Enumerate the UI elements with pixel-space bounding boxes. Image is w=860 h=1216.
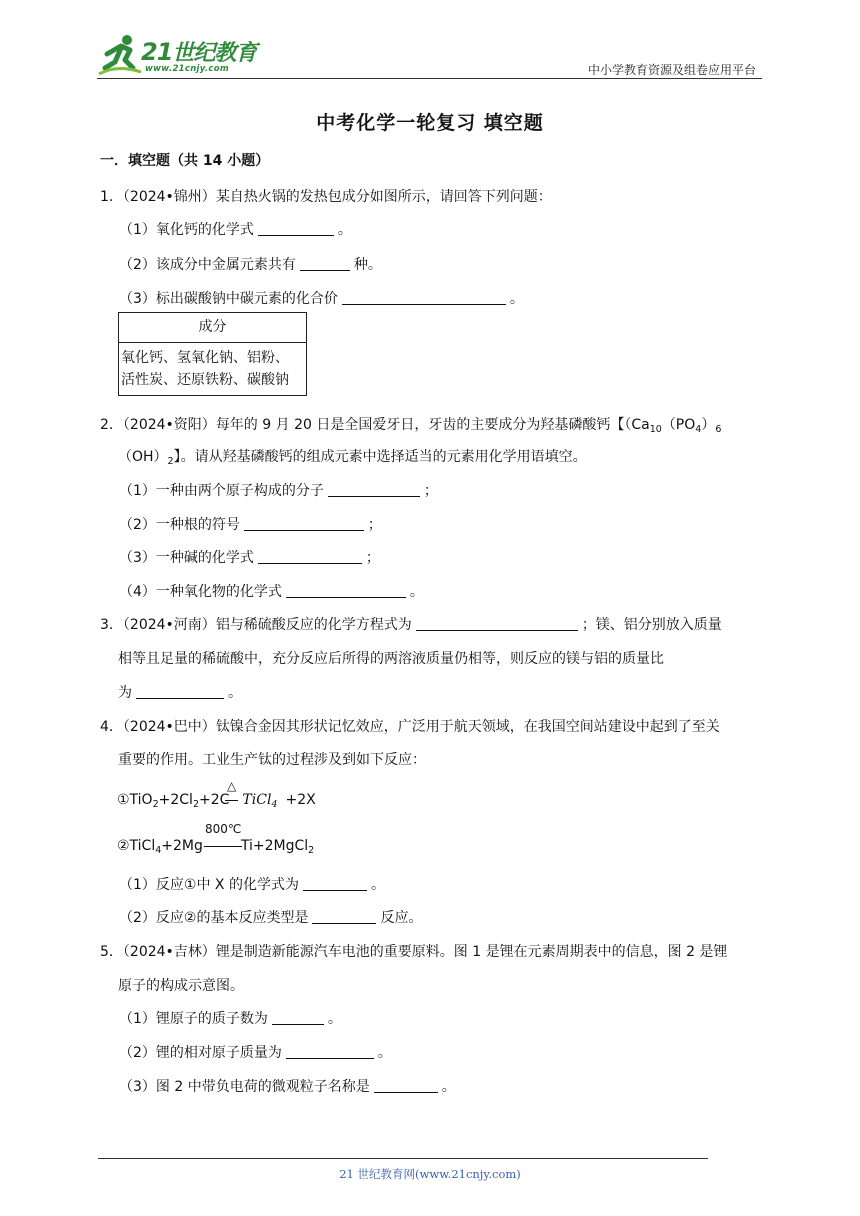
site-logo[interactable] bbox=[97, 34, 257, 78]
table-cell-line: 氧化钙、氢氧化钠、铝粉、 bbox=[121, 350, 289, 366]
question-1-part-3: （3）标出碳酸钠中碳元素的化合价 。 bbox=[119, 291, 524, 307]
footer-divider bbox=[98, 1158, 708, 1159]
logo-wordmark: 21世纪教育 bbox=[141, 38, 257, 66]
answer-blank[interactable] bbox=[300, 256, 350, 271]
question-1-stem: 1．（2024•锦州）某自热火锅的发热包成分如图所示，请回答下列问题： bbox=[100, 189, 552, 205]
question-1-part-1: （1）氧化钙的化学式 。 bbox=[119, 222, 352, 238]
page-title: 中考化学一轮复习 填空题 bbox=[316, 112, 544, 134]
header-divider bbox=[97, 78, 762, 79]
question-5-part-1: （1）锂原子的质子数为 。 bbox=[119, 1011, 342, 1027]
page-header bbox=[97, 30, 762, 78]
answer-blank[interactable] bbox=[374, 1078, 438, 1093]
question-2-part-2: （2）一种根的符号 ； bbox=[119, 517, 382, 533]
answer-blank[interactable] bbox=[286, 1044, 374, 1059]
answer-blank[interactable] bbox=[342, 290, 506, 305]
header-tagline: 中小学教育资源及组卷应用平台 bbox=[587, 63, 756, 77]
answer-blank[interactable] bbox=[244, 516, 364, 531]
heat-condition-icon: △ bbox=[227, 779, 237, 793]
reaction-arrow bbox=[204, 846, 242, 847]
temperature-condition: 800℃ bbox=[205, 822, 242, 836]
runner-logo-icon bbox=[97, 34, 143, 78]
answer-blank[interactable] bbox=[312, 909, 376, 924]
question-3-stem-cont: 相等且足量的稀硫酸中，充分反应后所得的两溶液质量仍相等，则反应的镁与铝的质量比 bbox=[118, 651, 664, 667]
question-2-part-3: （3）一种碱的化学式 ； bbox=[119, 550, 380, 566]
equation-2: ②TiCl$_4$+2Mg Ti+2MgCl$_2$ bbox=[117, 838, 315, 856]
table-cell bbox=[119, 343, 306, 395]
question-5-part-2: （2）锂的相对原子质量为 。 bbox=[119, 1045, 392, 1061]
question-4-stem-cont: 重要的作用。工业生产钛的过程涉及到如下反应： bbox=[118, 752, 426, 768]
question-1-part-2: （2）该成分中金属元素共有 种。 bbox=[119, 257, 382, 273]
answer-blank[interactable] bbox=[272, 1010, 324, 1025]
question-2-part-1: （1）一种由两个原子构成的分子 ； bbox=[119, 483, 438, 499]
table-header: 成分 bbox=[119, 313, 306, 343]
question-5-stem: 5．（2024•吉林）锂是制造新能源汽车电池的重要原料。图 1 是锂在元素周期表中的信息，图 2 是锂 bbox=[100, 944, 728, 960]
question-4-stem: 4．（2024•巴中）钛镍合金因其形状记忆效应，广泛用于航天领域，在我国空间站建设中起到了至关 bbox=[100, 719, 720, 735]
answer-blank[interactable] bbox=[136, 684, 224, 699]
answer-blank[interactable] bbox=[416, 616, 578, 631]
question-4-part-2: （2）反应②的基本反应类型是 反应。 bbox=[119, 910, 423, 926]
reaction-arrow bbox=[225, 800, 238, 801]
question-2-part-4: （4）一种氧化物的化学式 。 bbox=[119, 584, 424, 600]
footer-link[interactable]: 21 世纪教育网(www.21cnjy.com) bbox=[339, 1167, 521, 1181]
question-3-stem-end: 为 。 bbox=[118, 685, 242, 701]
question-2-stem: 2．（2024•资阳）每年的 9 月 20 日是全国爱牙日，牙齿的主要成分为羟基磷酸钙【（$Ca_{10}(PO_4)_6$ bbox=[100, 417, 722, 435]
equation-1: $①TiO_2+2Cl_2+2C$ TiCl$_4$ +2X bbox=[117, 792, 316, 810]
table-cell-line: 活性炭、还原铁粉、碳酸钠 bbox=[121, 372, 289, 388]
question-5-part-3: （3）图 2 中带负电荷的微观粒子名称是 。 bbox=[119, 1079, 456, 1095]
answer-blank[interactable] bbox=[303, 876, 367, 891]
answer-blank[interactable] bbox=[286, 583, 406, 598]
answer-blank[interactable] bbox=[258, 549, 362, 564]
question-4-part-1: （1）反应①中 X 的化学式为 。 bbox=[119, 877, 385, 893]
question-3-stem: 3．（2024•河南）铝与稀硫酸反应的化学方程式为 ；镁、铝分别放入质量 bbox=[100, 617, 722, 633]
logo-url: www.21cnjy.com bbox=[145, 64, 229, 74]
question-2-stem-cont: $(OH)_2$】。请从羟基磷酸钙的组成元素中选择适当的元素用化学用语填空。 bbox=[118, 449, 587, 467]
question-5-stem-cont: 原子的构成示意图。 bbox=[118, 978, 244, 994]
ingredients-table bbox=[118, 312, 307, 396]
answer-blank[interactable] bbox=[328, 482, 420, 497]
section-heading: 一．填空题（共 14 小题） bbox=[100, 153, 270, 169]
answer-blank[interactable] bbox=[258, 221, 334, 236]
